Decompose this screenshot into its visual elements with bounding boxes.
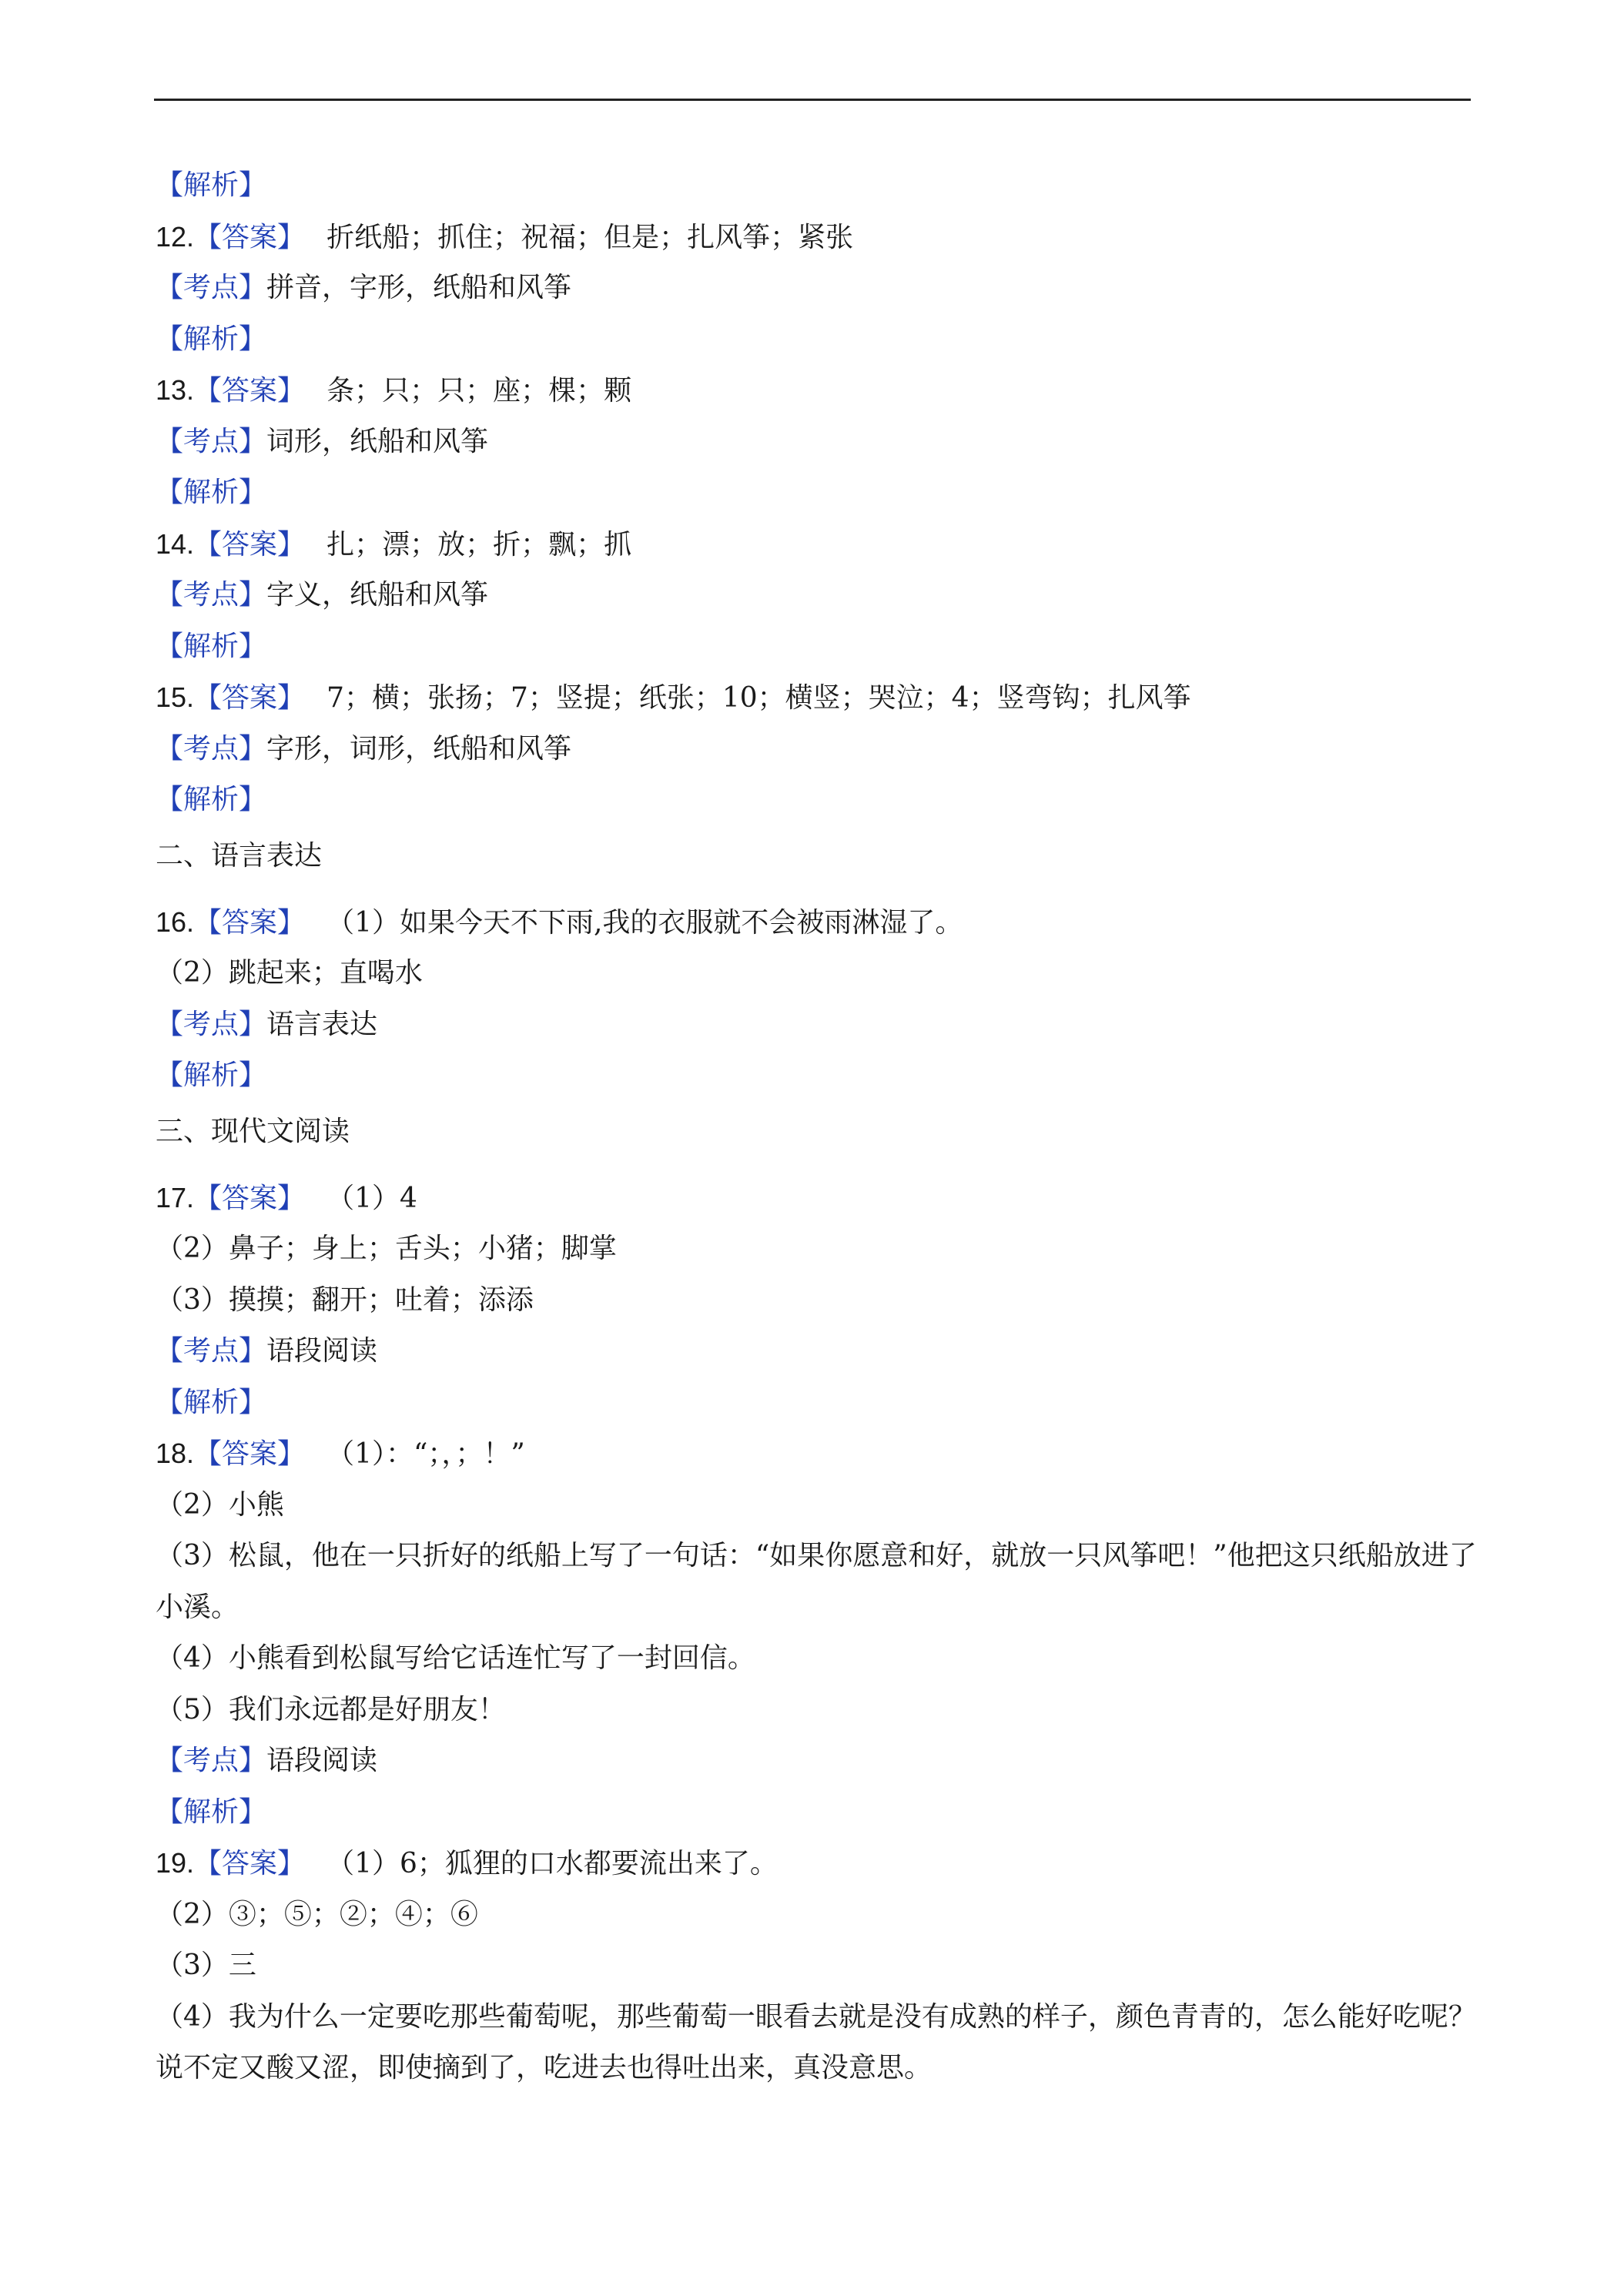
- answer-continuation-line: [156, 1480, 1480, 1531]
- line-text: （4）小熊看到松鼠写给它话连忙写了一封回信。: [156, 1642, 755, 1674]
- topic-line: [156, 1326, 1480, 1377]
- section-heading: 三、现代文阅读: [156, 1115, 350, 1147]
- analysis-line: [156, 775, 1480, 826]
- topic-line: [156, 417, 1480, 468]
- section-tag: 【答案】: [194, 221, 306, 253]
- section-tag: 【答案】: [194, 1848, 306, 1879]
- section-tag: 【考点】: [156, 579, 267, 611]
- question-number: 17.: [156, 1181, 195, 1213]
- line-text: 扎；漂；放；折；飘；抓: [326, 528, 632, 561]
- analysis-line: [156, 160, 1480, 212]
- line-text: 字义，纸船和风筝: [266, 579, 489, 611]
- answer-continuation-line: [156, 1940, 1480, 1992]
- answer-continuation-line: [156, 1685, 1480, 1736]
- line-text: （3）摸摸；翻开；吐着；添添: [156, 1284, 534, 1316]
- line-text: （1）：“；，；！”: [326, 1438, 525, 1470]
- answer-line: [156, 1173, 1480, 1224]
- answer-key-content: [156, 160, 1480, 2094]
- line-text: （3）松鼠，他在一只折好的纸船上写了一句话：“如果你愿意和好，就放一只风筝吧！”他把这只纸船放进了小溪。: [156, 1540, 1477, 1623]
- line-text: （2）鼻子；身上；舌头；小猪；脚掌: [156, 1233, 617, 1264]
- line-text: （1）4: [326, 1182, 417, 1214]
- section-tag: 【考点】: [156, 272, 267, 303]
- section-tag: 【考点】: [156, 732, 267, 765]
- line-text: 7；横；张扬；7；竖提；纸张；10；横竖；哭泣；4；竖弯钩；扎风筝: [326, 682, 1191, 714]
- question-number: 19.: [156, 1847, 195, 1879]
- answer-continuation-line: [156, 1889, 1480, 1941]
- line-text: （3）三: [156, 1950, 256, 1981]
- question-number: 18.: [156, 1438, 195, 1469]
- analysis-line: [156, 1050, 1480, 1102]
- line-text: （1）6；狐狸的口水都要流出来了。: [326, 1848, 778, 1879]
- section-tag: 【解析】: [156, 1796, 267, 1828]
- line-text: （4）我为什么一定要吃那些葡萄呢，那些葡萄一眼看去就是没有成熟的样子，颜色青青的，怎么能好吃呢？说不定又酸又涩，即使摘到了，吃进去也得吐出来，真没意思。: [156, 2000, 1476, 2083]
- answer-line: [156, 212, 1480, 263]
- header-rule: [154, 99, 1471, 101]
- question-number: 12.: [156, 220, 195, 253]
- analysis-line: [156, 1787, 1480, 1839]
- line-text: 拼音，字形，纸船和风筝: [266, 272, 572, 303]
- line-text: 语段阅读: [266, 1745, 378, 1776]
- answer-line: [156, 897, 1480, 949]
- answer-line: [156, 672, 1480, 724]
- answer-line: [156, 1838, 1480, 1889]
- section-heading: 二、语言表达: [156, 839, 323, 872]
- line-text: 条；只；只；座；棵；颗: [326, 375, 632, 407]
- section-tag: 【考点】: [156, 425, 267, 457]
- section-tag: 【解析】: [156, 1059, 267, 1091]
- line-text: （1）如果今天不下雨,我的衣服就不会被雨淋湿了。: [326, 906, 963, 939]
- line-text: 折纸船；抓住；祝福；但是；扎风筝；紧张: [326, 221, 854, 253]
- analysis-line: [156, 467, 1480, 519]
- section-tag: 【解析】: [156, 477, 267, 508]
- line-text: （2）跳起来；直喝水: [156, 957, 423, 989]
- answer-continuation-line: [156, 1223, 1480, 1275]
- answer-line: [156, 519, 1480, 571]
- section-tag: 【考点】: [156, 1335, 267, 1367]
- answer-line: [156, 1428, 1480, 1480]
- answer-continuation-line: [156, 1633, 1480, 1685]
- section-tag: 【解析】: [156, 323, 267, 355]
- section-tag: 【解析】: [156, 169, 267, 201]
- section-tag: 【答案】: [194, 906, 306, 939]
- answer-continuation-line: [156, 1531, 1480, 1633]
- line-text: 语段阅读: [266, 1335, 378, 1367]
- line-text: 词形，纸船和风筝: [266, 425, 489, 457]
- section-tag: 【解析】: [156, 1386, 267, 1418]
- section-tag: 【考点】: [156, 1745, 267, 1776]
- question-number: 15.: [156, 681, 195, 713]
- analysis-line: [156, 1377, 1480, 1429]
- question-number: 14.: [156, 527, 195, 560]
- analysis-line: [156, 314, 1480, 366]
- line-text: 字形，词形，纸船和风筝: [266, 732, 572, 765]
- answer-line: [156, 365, 1480, 417]
- line-text: （5）我们永远都是好朋友！: [156, 1693, 506, 1725]
- line-text: 语言表达: [266, 1008, 378, 1040]
- section-tag: 【解析】: [156, 784, 267, 815]
- line-text: （2）③；⑤；②；④；⑥: [156, 1898, 478, 1930]
- topic-line: [156, 263, 1480, 314]
- analysis-line: [156, 621, 1480, 673]
- topic-line: [156, 999, 1480, 1051]
- section-tag: 【解析】: [156, 630, 267, 662]
- topic-line: [156, 724, 1480, 775]
- section-tag: 【答案】: [194, 1182, 306, 1214]
- section-tag: 【答案】: [194, 1438, 306, 1470]
- question-number: 13.: [156, 374, 195, 406]
- topic-line: [156, 570, 1480, 621]
- topic-line: [156, 1735, 1480, 1787]
- answer-continuation-line: [156, 1992, 1480, 2094]
- answer-continuation-line: [156, 1275, 1480, 1327]
- question-number: 16.: [156, 905, 195, 938]
- line-text: （2）小熊: [156, 1488, 284, 1521]
- section-tag: 【答案】: [194, 528, 306, 561]
- answer-continuation-line: [156, 948, 1480, 999]
- section-tag: 【答案】: [194, 682, 306, 714]
- section-tag: 【答案】: [194, 375, 306, 407]
- section-tag: 【考点】: [156, 1008, 267, 1040]
